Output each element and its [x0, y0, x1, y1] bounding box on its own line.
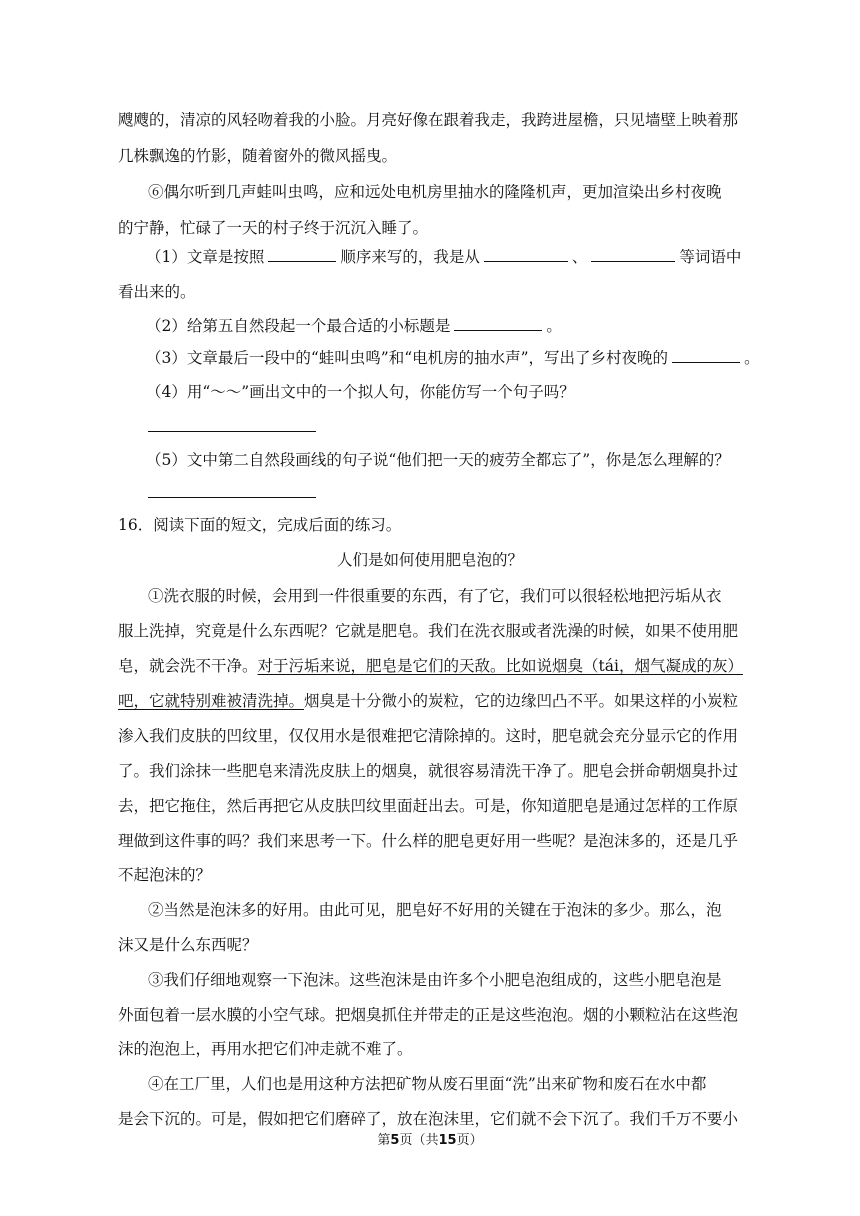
question-3: [146, 346, 760, 369]
answer-blank[interactable]: [484, 245, 568, 262]
text-line: ②当然是泡沫多的好用。由此可见，肥皂好不好用的关键在于泡沫的多少。那么，泡: [148, 901, 722, 919]
answer-blank[interactable]: [591, 245, 675, 262]
text-line: ⑥偶尔听到几声蛙叫虫鸣，应和远处电机房里抽水的隆隆机声，更加渲染出乡村夜晚: [148, 183, 722, 201]
text-line: 不起泡沫的？: [118, 866, 212, 884]
passage-title: 人们是如何使用肥皂泡的？: [336, 551, 523, 569]
question-4: （4）用“～～”画出文中的一个拟人句，你能仿写一个句子吗？: [146, 383, 575, 401]
question-text: 等词语中: [679, 248, 742, 266]
footer-text: 页（共: [399, 1133, 439, 1148]
text-line: 沫又是什么东西呢？: [118, 936, 258, 954]
text-line: 是会下沉的。可是，假如把它们磨碎了，放在泡沫里，它们就不会下沉了。我们千万不要小: [118, 1110, 739, 1128]
text-line: ①洗衣服的时候，会用到一件很重要的东西，有了它，我们可以很轻松地把污垢从衣: [148, 587, 722, 605]
question-heading: 16．阅读下面的短文，完成后面的练习。: [118, 516, 402, 534]
question-2: [146, 314, 562, 337]
footer-text: 第: [377, 1133, 391, 1148]
text-line: 沫的泡泡上，再用水把它们冲走就不难了。: [118, 1040, 413, 1058]
text-line: 的宁静，忙碌了一天的村子终于沉沉入睡了。: [118, 219, 429, 237]
question-text: （2）给第五自然段起一个最合适的小标题是: [146, 317, 451, 335]
question-text: 。: [744, 349, 760, 367]
text-line: ④在工厂里，人们也是用这种方法把矿物从废石里面“洗”出来矿物和废石在水中都: [148, 1075, 707, 1093]
text-line: ③我们仔细地观察一下泡沫。这些泡沫是由许多个小肥皂泡组成的，这些小肥皂泡是: [148, 971, 722, 989]
text-line: [118, 655, 743, 677]
text-line: 渗入我们皮肤的凹纹里，仅仅用水是很难把它清除掉的。这时，肥皂就会充分显示它的作用: [118, 727, 739, 745]
question-5: （5）文中第二自然段画线的句子说“他们把一天的疲劳全都忘了”，你是怎么理解的？: [146, 451, 730, 469]
answer-line[interactable]: [148, 497, 316, 498]
page-total: 15: [438, 1133, 457, 1148]
question-text: （3）文章最后一段中的“蛙叫虫鸣”和“电机房的抽水声”，写出了乡村夜晚的: [146, 349, 669, 367]
answer-blank[interactable]: [454, 314, 542, 331]
text-line: 服上洗掉，究竟是什么东西呢？它就是肥皂。我们在洗衣服或者洗澡的时候，如果不使用肥: [118, 622, 739, 640]
text-span: 皂，就会洗不干净。: [118, 657, 258, 675]
answer-blank[interactable]: [672, 346, 740, 363]
text-line: 飕飕的，清凉的风轻吻着我的小脸。月亮好像在跟着我走，我跨进屋檐，只见墙壁上映着那: [118, 111, 739, 129]
text-line: 外面包着一层水膜的小空气球。把烟臭抓住并带走的正是这些泡泡。烟的小颗粒沾在这些泡: [118, 1006, 739, 1024]
page-footer: [0, 1132, 860, 1150]
text-line: [118, 690, 738, 712]
answer-blank[interactable]: [268, 245, 336, 262]
question-1: [146, 245, 741, 268]
text-line: 理做到这件事的吗？我们来思考一下。什么样的肥皂更好用一些呢？是泡沫多的，还是几乎: [118, 832, 739, 850]
underlined-sentence: 吧，它就特别难被清洗掉。: [118, 692, 305, 710]
underlined-sentence: 对于污垢来说，肥皂是它们的天敌。比如说烟臭（tái，烟气凝成的灰）: [257, 657, 743, 675]
question-text: 、: [571, 248, 588, 266]
question-text: （1）文章是按照: [146, 248, 265, 266]
text-span: 烟臭是十分微小的炭粒，它的边缘凹凸不平。如果这样的小炭粒: [304, 692, 739, 710]
question-text: 。: [546, 317, 562, 335]
question-text: 顺序来写的，我是从: [340, 248, 480, 266]
answer-line[interactable]: [148, 431, 316, 432]
text-line: 去，把它拖住，然后再把它从皮肤凹纹里面赶出去。可是，你知道肥皂是通过怎样的工作原: [118, 797, 739, 815]
footer-text: 页）: [456, 1133, 483, 1148]
text-line: 了。我们涂抹一些肥皂来清洗皮肤上的烟臭，就很容易清洗干净了。肥皂会拼命朝烟臭扑过: [118, 762, 739, 780]
text-line: 几株飘逸的竹影，随着窗外的微风摇曳。: [118, 147, 398, 165]
page-number: 5: [390, 1133, 400, 1148]
question-1-cont: 看出来的。: [118, 283, 196, 301]
